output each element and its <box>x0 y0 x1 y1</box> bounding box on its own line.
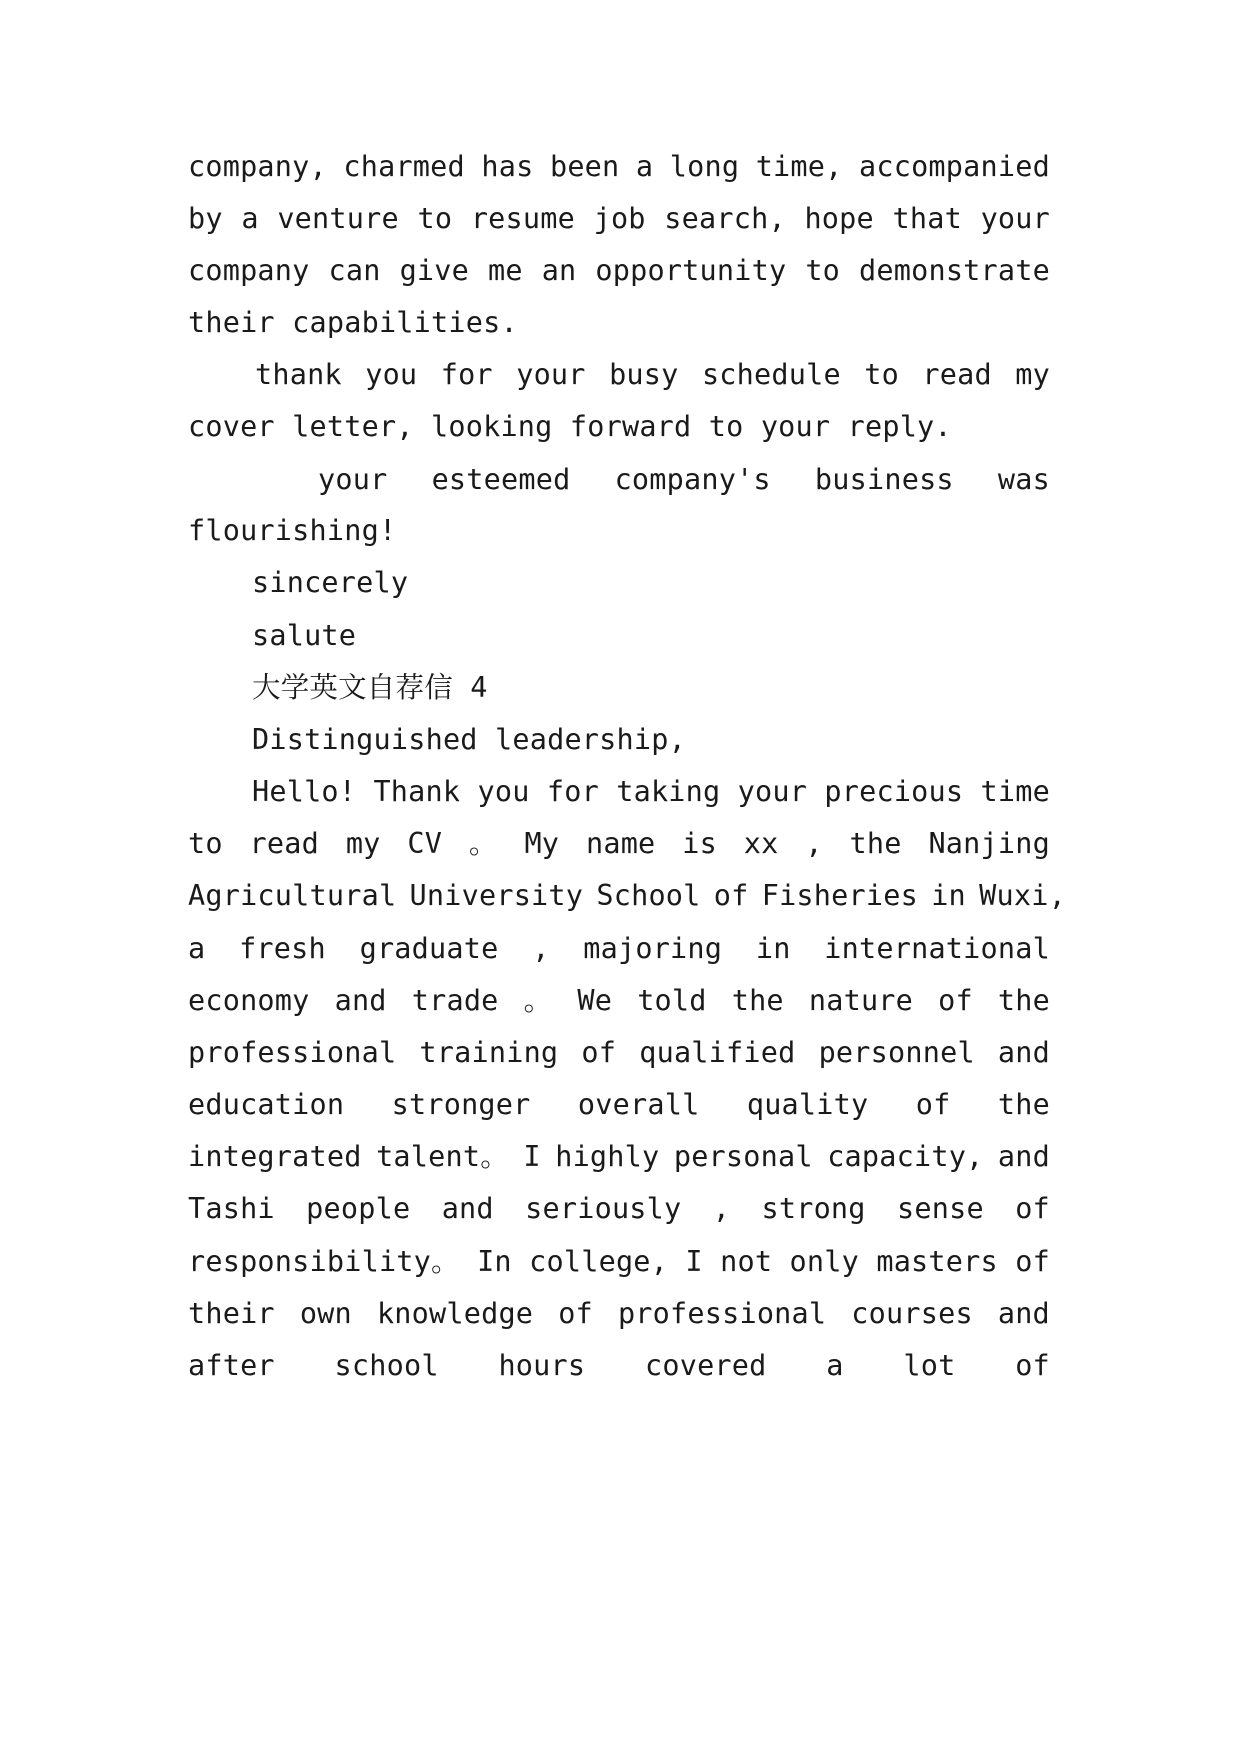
word: a <box>826 1349 844 1382</box>
text-line <box>188 1346 1050 1386</box>
word: highly <box>555 1140 660 1173</box>
word: courses <box>851 1297 973 1330</box>
word: you <box>365 358 418 391</box>
text-line <box>188 147 1050 187</box>
word: talent。 <box>376 1140 509 1173</box>
text-line <box>188 1294 1050 1334</box>
word: time <box>980 775 1050 808</box>
text-line <box>188 1189 1050 1229</box>
word: , <box>532 932 550 965</box>
word: to <box>805 254 841 287</box>
word: the <box>997 1088 1050 1121</box>
text-line: their capabilities. <box>188 306 518 339</box>
text-line <box>188 876 1066 916</box>
word: school <box>334 1349 439 1382</box>
section-heading: 大学英文自荐信 4 <box>252 671 488 704</box>
word: for <box>440 358 493 391</box>
text-line <box>188 1137 1050 1177</box>
word: give <box>399 254 469 287</box>
word: name <box>585 827 656 860</box>
word: strong <box>761 1192 866 1225</box>
word: graduate <box>359 932 499 965</box>
word: CV <box>407 827 443 860</box>
word: thank <box>255 358 342 391</box>
word: to <box>188 827 223 860</box>
text-line <box>188 981 1050 1021</box>
text-line: flourishing! <box>188 514 397 547</box>
word: xx <box>743 827 779 860</box>
word: not <box>720 1245 773 1278</box>
word: company's <box>614 463 771 496</box>
word: in <box>931 879 966 912</box>
word: busy <box>609 358 679 391</box>
word: that <box>892 202 962 235</box>
word: of <box>938 984 973 1017</box>
text-line <box>188 1242 1050 1282</box>
word: nature <box>808 984 914 1017</box>
word: qualified <box>639 1036 796 1069</box>
word: covered <box>645 1349 767 1382</box>
word: of <box>1015 1349 1050 1382</box>
word: and <box>997 1297 1050 1330</box>
word: My <box>524 827 560 860</box>
word: your <box>516 358 586 391</box>
word: precious <box>824 775 964 808</box>
word: your <box>980 202 1050 235</box>
word: time, <box>755 150 843 183</box>
word: the <box>997 984 1050 1017</box>
word: international <box>824 932 1050 965</box>
word: of <box>713 879 749 912</box>
word: you <box>477 775 530 808</box>
word: of <box>1015 1192 1050 1225</box>
word: been <box>549 150 620 183</box>
word: resume <box>470 202 575 235</box>
word: training <box>419 1036 559 1069</box>
word: company, <box>188 150 327 183</box>
word: only <box>789 1245 859 1278</box>
word: the <box>849 827 902 860</box>
word: responsibility。 <box>188 1245 460 1278</box>
word: accompanied <box>859 150 1050 183</box>
word: seriously <box>525 1192 682 1225</box>
word: professional <box>617 1297 827 1330</box>
word: company <box>188 254 310 287</box>
word: and <box>441 1192 494 1225</box>
text-line: sincerely <box>252 566 409 599</box>
salutation: Distinguished leadership, <box>252 723 686 756</box>
word: by <box>188 202 223 235</box>
word: me <box>487 254 523 287</box>
word: education <box>188 1088 345 1121</box>
word: esteemed <box>431 463 571 496</box>
word: University <box>409 879 584 912</box>
word: I <box>523 1140 541 1173</box>
word: a <box>188 932 206 965</box>
word: Hello! <box>252 775 357 808</box>
word: and <box>334 984 387 1017</box>
word: 。 <box>468 827 498 860</box>
word: economy <box>188 984 310 1017</box>
word: your <box>737 775 808 808</box>
word: has <box>481 150 534 183</box>
word: Thank <box>373 775 461 808</box>
word: a <box>241 202 259 235</box>
word: schedule <box>701 358 841 391</box>
word: School <box>596 879 701 912</box>
word: job <box>593 202 646 235</box>
word: college, <box>529 1245 669 1278</box>
word: an <box>541 254 577 287</box>
text-line <box>188 929 1050 969</box>
word: Wuxi, <box>979 879 1066 912</box>
word: Tashi <box>188 1192 275 1225</box>
word: Agricultural <box>188 879 397 912</box>
word: In <box>477 1245 512 1278</box>
text-line <box>252 772 1050 812</box>
word: venture <box>277 202 399 235</box>
word: We <box>577 984 613 1017</box>
word: is <box>682 827 717 860</box>
word: taking <box>616 775 721 808</box>
word: quality <box>746 1088 869 1121</box>
word: my <box>345 827 381 860</box>
word: I <box>685 1245 703 1278</box>
text-line <box>188 1033 1050 1073</box>
word: hours <box>498 1349 586 1382</box>
word: charmed <box>343 150 465 183</box>
word: overall <box>577 1088 700 1121</box>
text-line <box>318 460 1050 500</box>
word: personal <box>673 1140 813 1173</box>
word: of <box>1015 1245 1050 1278</box>
word: fresh <box>239 932 326 965</box>
word: stronger <box>391 1088 531 1121</box>
word: sense <box>897 1192 984 1225</box>
word: of <box>915 1088 951 1121</box>
word: my <box>1015 358 1050 391</box>
word: professional <box>188 1036 397 1069</box>
word: and <box>997 1140 1050 1173</box>
word: a <box>635 150 654 183</box>
word: told <box>637 984 707 1017</box>
word: Nanjing <box>928 827 1050 860</box>
word: opportunity <box>595 254 787 287</box>
word: of <box>558 1297 593 1330</box>
word: 。 <box>523 984 553 1017</box>
text-line <box>188 1085 1050 1125</box>
word: , <box>712 1192 731 1225</box>
word: your <box>318 463 388 496</box>
word: personnel <box>818 1036 975 1069</box>
word: long <box>669 150 740 183</box>
word: majoring <box>583 932 723 965</box>
word: the <box>731 984 784 1017</box>
word: read <box>249 827 319 860</box>
word: people <box>306 1192 411 1225</box>
word: to <box>417 202 453 235</box>
word: for <box>546 775 599 808</box>
word: their <box>188 1297 275 1330</box>
word: read <box>922 358 992 391</box>
text-line <box>255 355 1050 395</box>
word: demonstrate <box>859 254 1050 287</box>
word: masters <box>876 1245 998 1278</box>
word: hope <box>804 202 874 235</box>
text-line <box>188 199 1050 239</box>
word: business <box>814 463 954 496</box>
word: capacity, <box>827 1140 984 1173</box>
word: can <box>328 254 381 287</box>
word: and <box>997 1036 1050 1069</box>
word: lot <box>903 1349 956 1382</box>
word: knowledge <box>376 1297 534 1330</box>
text-line <box>188 251 1050 291</box>
text-line: cover letter, looking forward to your reply. <box>188 410 952 443</box>
word: in <box>755 932 791 965</box>
text-line: salute <box>252 619 357 652</box>
word: Fisheries <box>761 879 918 912</box>
text-line <box>188 824 1050 864</box>
word: own <box>299 1297 352 1330</box>
word: integrated <box>188 1140 362 1173</box>
word: of <box>581 1036 617 1069</box>
word: trade <box>411 984 499 1017</box>
word: , <box>805 827 823 860</box>
word: was <box>997 463 1050 496</box>
word: to <box>864 358 899 391</box>
word: after <box>188 1349 275 1382</box>
word: search, <box>664 202 786 235</box>
